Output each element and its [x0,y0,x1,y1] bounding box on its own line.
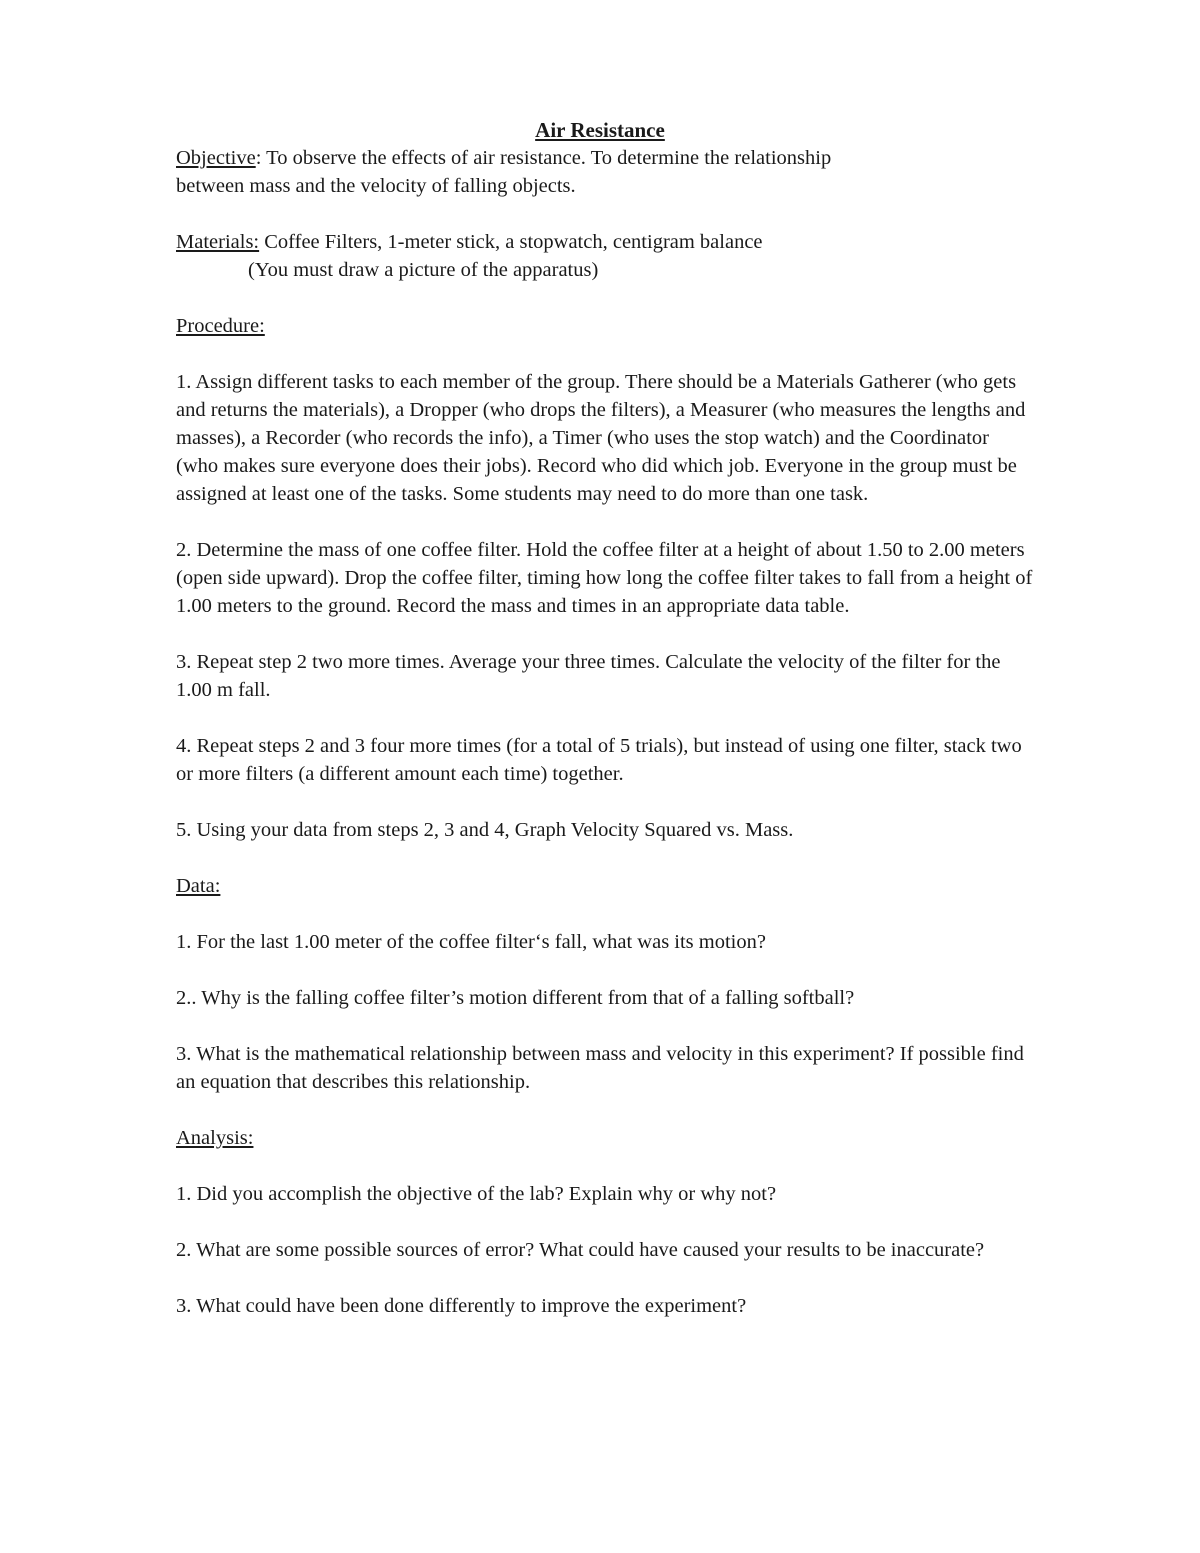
procedure-step-1: 1. Assign different tasks to each member of the group. There should be a Materials Gatherer (who gets and returns the materials), a Dropper (who drops the filters), a Measurer (who measures the lengths and masses), a Recorder (who records the info), a Timer (who uses the stop watch) and the Coordinator (who makes sure everyone does their jobs). Record who did which job. Everyone in the group must be assigned at least one of the tasks. Some students may need to do more than one task. [176,371,1026,505]
spacer [176,1208,1036,1236]
spacer [176,284,1036,312]
materials-note: (You must draw a picture of the apparatus) [248,259,599,281]
page-title: Air Resistance [535,118,665,142]
objective-paragraph [176,144,1036,200]
spacer [176,200,1036,228]
materials-paragraph [176,228,1036,256]
analysis-question-1: 1. Did you accomplish the objective of the lab? Explain why or why not? [176,1183,777,1205]
procedure-step-2: 2. Determine the mass of one coffee filter. Hold the coffee filter at a height of about 1.50 to 2.00 meters (open side upward). Drop the coffee filter, timing how long the coffee filter takes to fall from a height of 1.00 meters to the ground. Record the mass and times in an appropriate data table. [176,539,1033,617]
procedure-heading: Procedure: [176,315,265,337]
spacer [176,340,1036,368]
spacer [176,620,1036,648]
objective-text-line2: between mass and the velocity of falling objects. [176,175,576,197]
data-question-2: 2.. Why is the falling coffee filter’s motion different from that of a falling softball? [176,987,855,1009]
data-question-3: 3. What is the mathematical relationship between mass and velocity in this experiment? If possible find an equation that describes this relationship. [176,1043,1024,1093]
spacer [176,844,1036,872]
spacer [176,1152,1036,1180]
spacer [176,1096,1036,1124]
procedure-step-4: 4. Repeat steps 2 and 3 four more times (for a total of 5 trials), but instead of using one filter, stack two or more filters (a different amount each time) together. [176,735,1022,785]
document-content [176,116,1036,1320]
spacer [176,704,1036,732]
materials-text: Coffee Filters, 1-meter stick, a stopwatch, centigram balance [259,231,763,253]
procedure-step-3: 3. Repeat step 2 two more times. Average your three times. Calculate the velocity of the filter for the 1.00 m fall. [176,651,1001,701]
data-heading: Data: [176,875,221,897]
spacer [176,956,1036,984]
data-question-1: 1. For the last 1.00 meter of the coffee filter‘s fall, what was its motion? [176,931,766,953]
spacer [176,1264,1036,1292]
analysis-question-3: 3. What could have been done differently to improve the experiment? [176,1295,747,1317]
spacer [176,508,1036,536]
objective-text-line1: : To observe the effects of air resistance. To determine the relationship [255,147,832,169]
spacer [176,900,1036,928]
analysis-heading: Analysis: [176,1127,254,1149]
spacer [176,1012,1036,1040]
spacer [176,788,1036,816]
materials-label: Materials: [176,231,260,253]
analysis-question-2: 2. What are some possible sources of error? What could have caused your results to be inaccurate? [176,1239,985,1261]
objective-label: Objective [176,147,256,169]
procedure-step-5: 5. Using your data from steps 2, 3 and 4, Graph Velocity Squared vs. Mass. [176,819,794,841]
